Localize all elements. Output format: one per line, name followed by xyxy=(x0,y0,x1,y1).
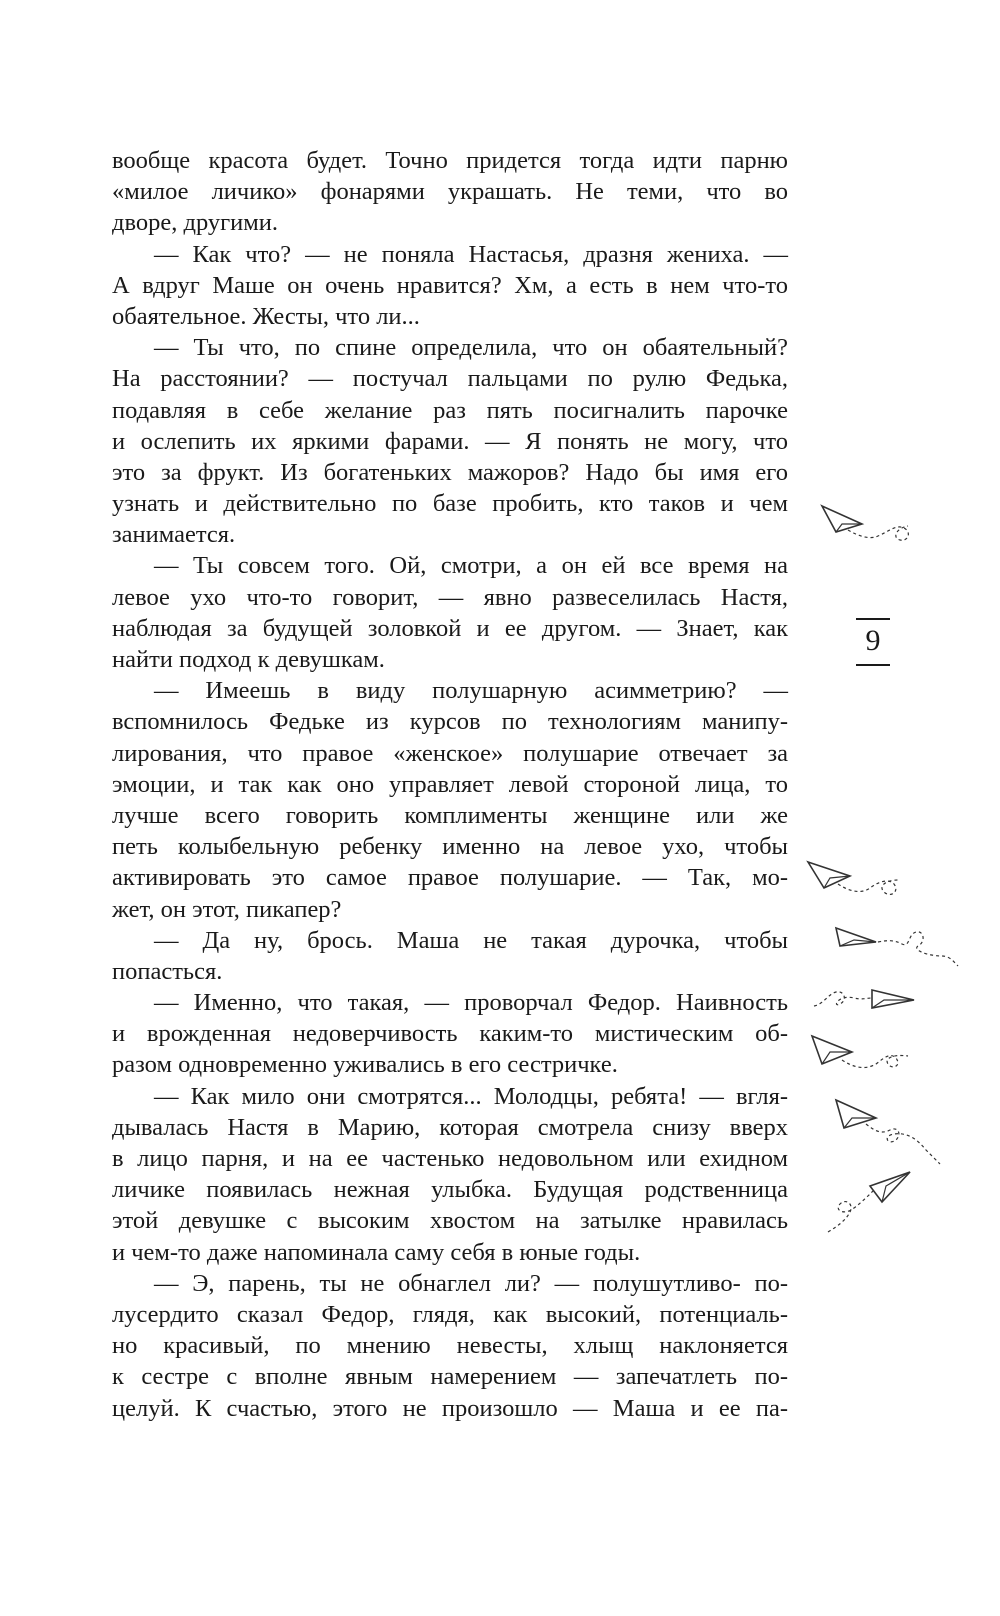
paper-plane-icon xyxy=(804,858,904,908)
text-line: в лицо парня, и на ее частенько недовольном или ехидном xyxy=(112,1145,788,1172)
paper-plane-icon xyxy=(824,1168,914,1238)
text-line: и врожденная недоверчивость каким-то мистическим об- xyxy=(112,1020,788,1048)
text-line: этой девушке с высоким хвостом на затылке нравилась xyxy=(112,1207,788,1235)
text-line: лучше всего говорить комплименты женщине или же xyxy=(112,801,788,829)
text-line: вообще красота будет. Точно придется тогда идти парню xyxy=(112,147,788,174)
text-line: это за фрукт. Из богатеньких мажоров? Надо бы имя его xyxy=(112,458,788,486)
text-line: к сестре с вполне явным намерением — запечатлеть по- xyxy=(112,1363,788,1391)
text-line: разом одновременно уживались в его сестричке. xyxy=(112,1051,618,1079)
text-line: найти подход к девушкам. xyxy=(112,646,385,673)
text-line: узнать и действительно по базе пробить, кто таков и чем xyxy=(112,490,788,518)
text-line: и ослепить их яркими фарами. — Я понять не могу, что xyxy=(112,427,788,455)
text-line: — Ты что, по спине определила, что он обаятельный? xyxy=(154,334,788,362)
text-line: подавляя в себе желание раз пять посигналить парочке xyxy=(112,396,788,424)
text-line: «милое личико» фонарями украшать. Не теми, что во xyxy=(112,178,788,206)
text-line: лирования, что правое «женское» полушарие отвечает за xyxy=(112,739,788,767)
text-line: активировать это самое правое полушарие. — Так, мо- xyxy=(112,864,788,892)
text-line: жет, он этот, пикапер? xyxy=(112,895,342,923)
text-line: вспомнилось Федьке из курсов по технологиям манипу- xyxy=(112,708,788,736)
paper-plane-icon xyxy=(808,1032,928,1082)
paper-plane-icon xyxy=(832,920,962,970)
text-line: — Как мило они смотрятся... Молодцы, ребята! — вгля- xyxy=(154,1082,788,1110)
text-line: А вдруг Маше он очень нравится? Хм, а есть в нем что-то xyxy=(112,271,788,299)
text-line: целуй. К счастью, этого не произошло — Маша и ее па- xyxy=(112,1394,788,1422)
text-line: — Именно, что такая, — проворчал Федор. Наивность xyxy=(154,989,788,1017)
text-line: наблюдая за будущей золовкой и ее другом. — Знает, как xyxy=(112,614,788,642)
text-line: обаятельное. Жесты, что ли... xyxy=(112,302,420,330)
paper-plane-icon xyxy=(810,976,920,1026)
text-line: но красивый, по мнению невесты, хлыщ наклоняется xyxy=(112,1332,788,1360)
text-line: левое ухо что-то говорит, — явно развеселилась Настя, xyxy=(112,583,788,611)
page-number: 9 xyxy=(856,618,890,666)
paper-plane-icon xyxy=(818,502,918,552)
text-line: — Э, парень, ты не обнаглел ли? — полушутливо- по- xyxy=(154,1269,788,1297)
text-line: — Как что? — не поняла Настасья, дразня жениха. — xyxy=(154,240,788,268)
text-line: дворе, другими. xyxy=(112,209,279,237)
paper-plane-icon xyxy=(826,1096,946,1166)
text-line: — Имеешь в виду полушарную асимметрию? — xyxy=(154,677,788,705)
text-line: эмоции, и так как оно управляет левой стороной лица, то xyxy=(112,770,788,798)
text-line: личике появилась нежная улыбка. Будущая родственница xyxy=(112,1176,788,1204)
text-line: занимается. xyxy=(112,521,236,549)
text-line: лусердито сказал Федор, глядя, как высокий, потенциаль- xyxy=(112,1300,788,1328)
text-line: дывалась Настя в Марию, которая смотрела снизу вверх xyxy=(112,1113,788,1141)
text-line: попасться. xyxy=(112,957,223,985)
text-line: петь колыбельную ребенку именно на левое ухо, чтобы xyxy=(112,833,788,861)
text-line: — Да ну, брось. Маша не такая дурочка, чтобы xyxy=(154,926,788,954)
text-line: На расстоянии? — постучал пальцами по рулю Федька, xyxy=(112,365,788,393)
body-text xyxy=(112,145,788,1424)
text-line: — Ты совсем того. Ой, смотри, а он ей все время на xyxy=(154,552,788,580)
text-line: и чем-то даже напоминала саму себя в юные годы. xyxy=(112,1238,641,1266)
